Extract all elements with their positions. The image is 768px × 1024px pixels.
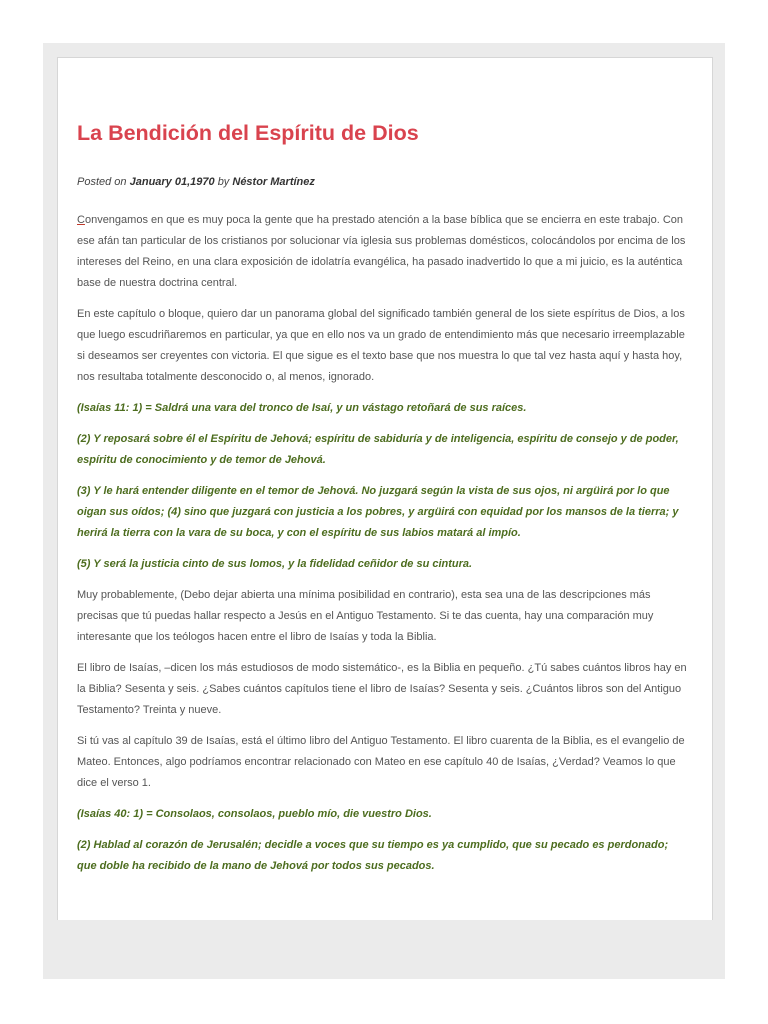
post-date[interactable]: January 01,1970 <box>129 176 215 188</box>
paragraph-1 <box>77 210 689 294</box>
paragraph-5: Si tú vas al capítulo 39 de Isaías, está el último libro del Antiguo Testamento. El libro cuarenta de la Biblia, es el evangelio de Mateo. Entonces, algo podríamos encontrar relacionado con Mateo en ese capítulo 40 de Isaías, ¿Verdad? Veamos lo que dice el verso 1. <box>77 735 685 789</box>
article-card <box>57 57 713 920</box>
post-meta <box>77 174 689 190</box>
paragraph-text: onvengamos en que es muy poca la gente que ha prestado atención a la base bíblica que se encierra en este trabajo. Con ese afán tan particular de los cristianos por solucionar vía iglesia sus problemas domésticos, colocándolos por encima de los intereses del Reino, en una clara exposición de idolatría evangélica, ha pasado inadvertido lo que a mi juicio, es la auténtica base de nuestra doctrina central. <box>77 214 686 289</box>
page-background <box>43 43 725 979</box>
paragraph-4: El libro de Isaías, –dicen los más estudiosos de modo sistemático-, es la Biblia en pequeño. ¿Tú sabes cuántos libros hay en la Biblia? Sesenta y seis. ¿Sabes cuántos capítulos tiene el libro de Isaías? Sesenta y seis. ¿Cuántos libros son del Antiguo Testamento? Treinta y nueve. <box>77 662 687 716</box>
by-label: by <box>217 176 230 188</box>
article-body <box>77 210 689 877</box>
scripture-quote: (2) Hablad al corazón de Jerusalén; decidle a voces que su tiempo es ya cumplido, que su pecado es perdonado; que doble ha recibido de la mano de Jehová por todos sus pecados. <box>77 839 669 872</box>
scripture-quote: (2) Y reposará sobre él el Espíritu de Jehová; espíritu de sabiduría y de inteligencia, espíritu de consejo y de poder, espíritu de conocimiento y de temor de Jehová. <box>77 433 679 466</box>
scripture-quote: (5) Y será la justicia cinto de sus lomos, y la fidelidad ceñidor de su cintura. <box>77 558 473 570</box>
drop-cap: C <box>77 214 85 226</box>
scripture-quote: (Isaías 11: 1) = Saldrá una vara del tronco de Isaí, y un vástago retoñará de sus raíces. <box>77 402 527 414</box>
scripture-quote: (Isaías 40: 1) = Consolaos, consolaos, pueblo mío, die vuestro Dios. <box>77 808 432 820</box>
posted-on-label: Posted on <box>77 176 127 188</box>
scripture-quote: (3) Y le hará entender diligente en el temor de Jehová. No juzgará según la vista de sus ojos, ni argüirá por lo que oigan sus oídos; (4) sino que juzgará con justicia a los pobres, y argüirá con equidad por los mansos de la tierra; y herirá la tierra con la vara de su boca, y con el espíritu de sus labios matará al impío. <box>77 485 679 539</box>
paragraph-3: Muy probablemente, (Debo dejar abierta una mínima posibilidad en contrario), esta sea una de las descripciones más precisas que tú puedas hallar respecto a Jesús en el Antiguo Testamento. Si te das cuenta, hay una comparación muy interesante que los teólogos hacen entre el libro de Isaías y toda la Biblia. <box>77 589 654 643</box>
article-content <box>77 120 689 887</box>
article-title: La Bendición del Espíritu de Dios <box>77 121 419 145</box>
paragraph-2: En este capítulo o bloque, quiero dar un panorama global del significado también general de los siete espíritus de Dios, a los que luego escudriñaremos en particular, ya que en ello nos va un grado de entendimiento más que necesario irreemplazable si deseamos ser creyentes con victoria. El que sigue es el texto base que nos muestra lo que tal vez hasta aquí y hasta hoy, nos resultaba totalmente desconocido o, al menos, ignorado. <box>77 308 685 383</box>
post-author[interactable]: Néstor Martínez <box>232 176 315 188</box>
